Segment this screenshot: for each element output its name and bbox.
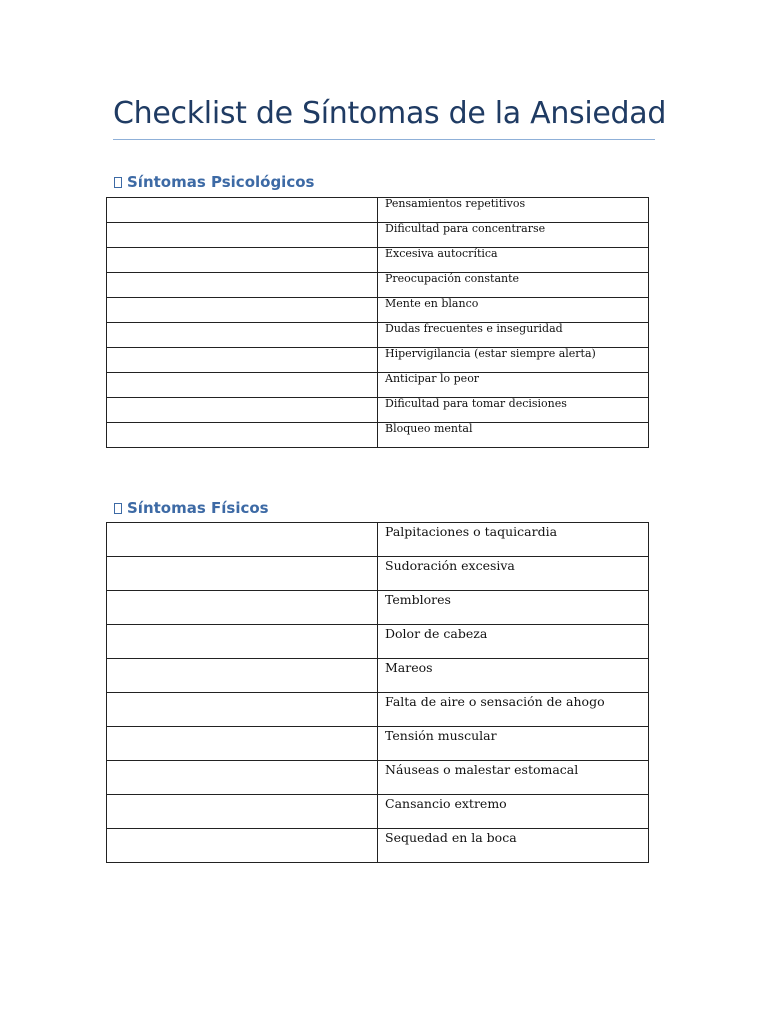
check-cell[interactable] [107, 398, 378, 423]
check-cell[interactable] [107, 761, 378, 795]
missing-glyph-icon [114, 177, 122, 188]
section-heading-fisicos [114, 498, 269, 518]
check-cell[interactable] [107, 248, 378, 273]
check-cell[interactable] [107, 693, 378, 727]
symptom-label: Bloqueo mental [378, 423, 649, 448]
check-cell[interactable] [107, 829, 378, 863]
check-cell[interactable] [107, 795, 378, 829]
symptom-label: Dificultad para concentrarse [378, 223, 649, 248]
table-row [107, 761, 649, 795]
table-row [107, 323, 649, 348]
check-cell[interactable] [107, 323, 378, 348]
symptom-label: Excesiva autocrítica [378, 248, 649, 273]
symptom-label: Mareos [378, 659, 649, 693]
check-cell[interactable] [107, 298, 378, 323]
symptom-label: Dificultad para tomar decisiones [378, 398, 649, 423]
symptom-label: Anticipar lo peor [378, 373, 649, 398]
table-row [107, 198, 649, 223]
check-cell[interactable] [107, 198, 378, 223]
symptom-label: Dudas frecuentes e inseguridad [378, 323, 649, 348]
table-row [107, 591, 649, 625]
symptom-label: Cansancio extremo [378, 795, 649, 829]
checklist-table-fisicos [106, 522, 649, 863]
section-heading-psicologicos [114, 172, 314, 192]
check-cell[interactable] [107, 659, 378, 693]
symptom-label: Palpitaciones o taquicardia [378, 523, 649, 557]
table-row [107, 829, 649, 863]
check-cell[interactable] [107, 223, 378, 248]
check-cell[interactable] [107, 557, 378, 591]
symptom-label: Tensión muscular [378, 727, 649, 761]
table-row [107, 348, 649, 373]
symptom-label: Sequedad en la boca [378, 829, 649, 863]
check-cell[interactable] [107, 523, 378, 557]
symptom-label: Pensamientos repetitivos [378, 198, 649, 223]
symptom-label: Hipervigilancia (estar siempre alerta) [378, 348, 649, 373]
table-row [107, 223, 649, 248]
symptom-label: Temblores [378, 591, 649, 625]
check-cell[interactable] [107, 373, 378, 398]
section-heading-label: Síntomas Físicos [127, 499, 269, 517]
title-underline [113, 139, 655, 140]
table-row [107, 625, 649, 659]
table-row [107, 248, 649, 273]
symptom-label: Falta de aire o sensación de ahogo [378, 693, 649, 727]
table-row [107, 398, 649, 423]
check-cell[interactable] [107, 625, 378, 659]
table-row [107, 659, 649, 693]
table-row [107, 423, 649, 448]
table-row [107, 727, 649, 761]
symptom-label: Sudoración excesiva [378, 557, 649, 591]
check-cell[interactable] [107, 591, 378, 625]
check-cell[interactable] [107, 348, 378, 373]
table-row [107, 523, 649, 557]
table-row [107, 373, 649, 398]
symptom-label: Náuseas o malestar estomacal [378, 761, 649, 795]
symptom-label: Preocupación constante [378, 273, 649, 298]
page-title: Checklist de Síntomas de la Ansiedad [113, 96, 667, 131]
checklist-table-psicologicos [106, 197, 649, 448]
check-cell[interactable] [107, 423, 378, 448]
table-row [107, 273, 649, 298]
check-cell[interactable] [107, 273, 378, 298]
check-cell[interactable] [107, 727, 378, 761]
table-row [107, 557, 649, 591]
table-row [107, 795, 649, 829]
table-row [107, 693, 649, 727]
missing-glyph-icon [114, 503, 122, 514]
section-heading-label: Síntomas Psicológicos [127, 173, 315, 191]
table-row [107, 298, 649, 323]
symptom-label: Mente en blanco [378, 298, 649, 323]
symptom-label: Dolor de cabeza [378, 625, 649, 659]
